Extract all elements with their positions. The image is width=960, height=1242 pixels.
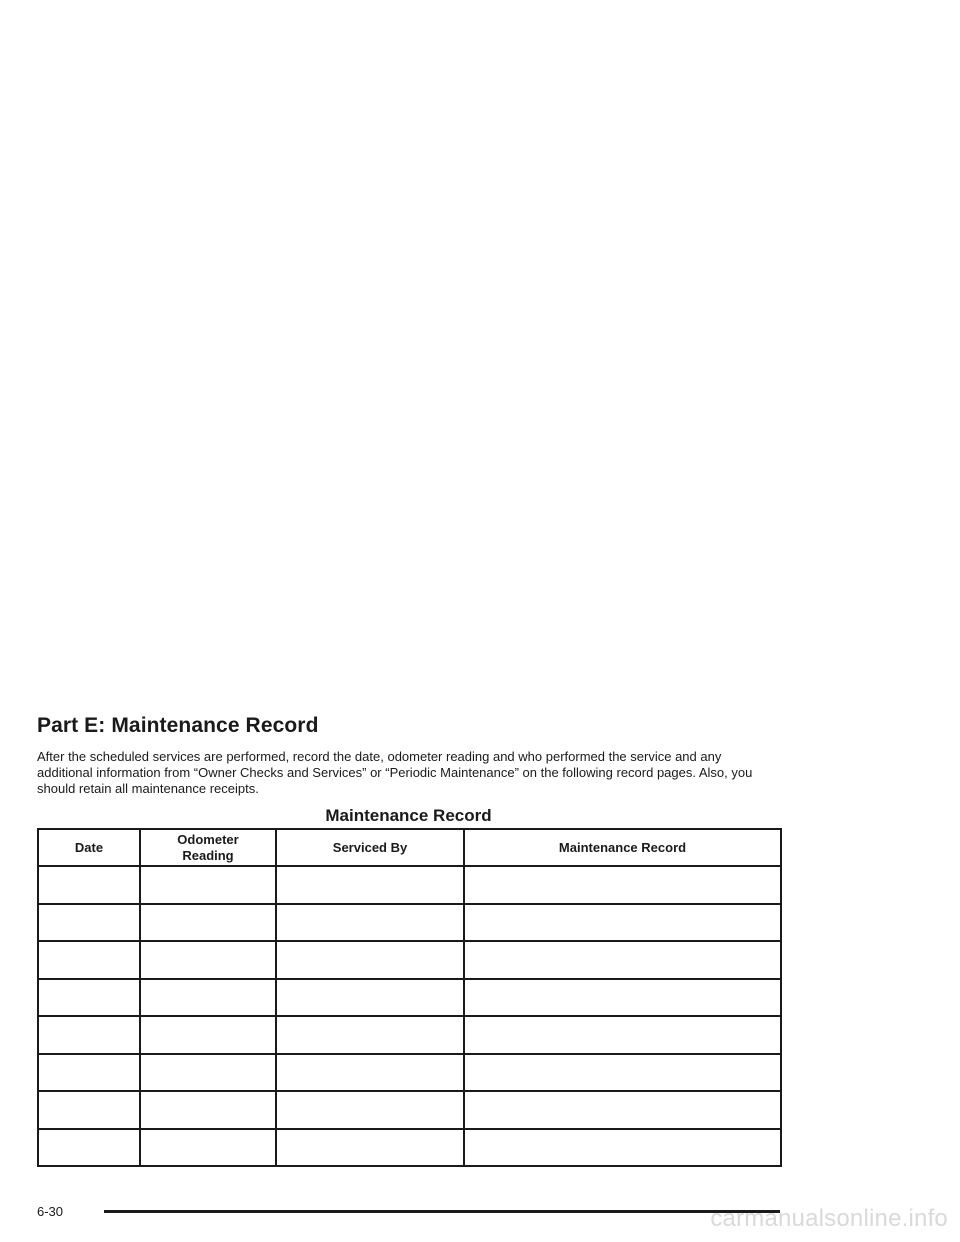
table-title: Maintenance Record xyxy=(325,806,492,825)
cell-date xyxy=(38,904,140,942)
cell-serviced-by xyxy=(276,941,464,979)
table-header-row xyxy=(38,829,781,866)
page-number: 6-30 xyxy=(37,1204,64,1219)
cell-date xyxy=(38,1129,140,1167)
cell-date xyxy=(38,866,140,904)
watermark: carmanualsonline.info xyxy=(710,1205,948,1232)
cell-odometer xyxy=(140,866,276,904)
header-serviced-by: Serviced By xyxy=(276,829,464,866)
cell-record xyxy=(464,1054,781,1092)
maintenance-record-table xyxy=(37,828,782,1167)
cell-odometer xyxy=(140,1054,276,1092)
cell-serviced-by xyxy=(276,1091,464,1129)
intro-paragraph: After the scheduled services are performed, record the date, odometer reading and who performed the service and any additional information from “Owner Checks and Services” or “Periodic Maintenance” on the following record pages. Also, you should retain all maintenance receipts. xyxy=(37,749,753,796)
cell-serviced-by xyxy=(276,1129,464,1167)
cell-serviced-by xyxy=(276,979,464,1017)
cell-odometer xyxy=(140,904,276,942)
cell-record xyxy=(464,1129,781,1167)
table-row xyxy=(38,979,781,1017)
table-row xyxy=(38,904,781,942)
header-date: Date xyxy=(38,829,140,866)
table-row xyxy=(38,941,781,979)
table-row xyxy=(38,866,781,904)
cell-date xyxy=(38,941,140,979)
cell-date xyxy=(38,1054,140,1092)
cell-record xyxy=(464,904,781,942)
cell-serviced-by xyxy=(276,1054,464,1092)
cell-record xyxy=(464,866,781,904)
cell-odometer xyxy=(140,1129,276,1167)
header-odometer-text: Odometer Reading xyxy=(177,831,239,863)
header-maintenance-record: Maintenance Record xyxy=(464,829,781,866)
cell-record xyxy=(464,941,781,979)
table-body xyxy=(38,866,781,1166)
cell-odometer xyxy=(140,1091,276,1129)
table-row xyxy=(38,1129,781,1167)
cell-record xyxy=(464,979,781,1017)
table-row xyxy=(38,1016,781,1054)
footer-rule xyxy=(104,1210,780,1213)
section-title: Part E: Maintenance Record xyxy=(37,714,319,737)
cell-serviced-by xyxy=(276,1016,464,1054)
cell-odometer xyxy=(140,979,276,1017)
cell-record xyxy=(464,1016,781,1054)
table-row xyxy=(38,1054,781,1092)
cell-date xyxy=(38,1016,140,1054)
cell-date xyxy=(38,979,140,1017)
cell-odometer xyxy=(140,941,276,979)
cell-odometer xyxy=(140,1016,276,1054)
cell-record xyxy=(464,1091,781,1129)
table-row xyxy=(38,1091,781,1129)
cell-date xyxy=(38,1091,140,1129)
cell-serviced-by xyxy=(276,904,464,942)
header-odometer-reading xyxy=(140,829,276,866)
cell-serviced-by xyxy=(276,866,464,904)
